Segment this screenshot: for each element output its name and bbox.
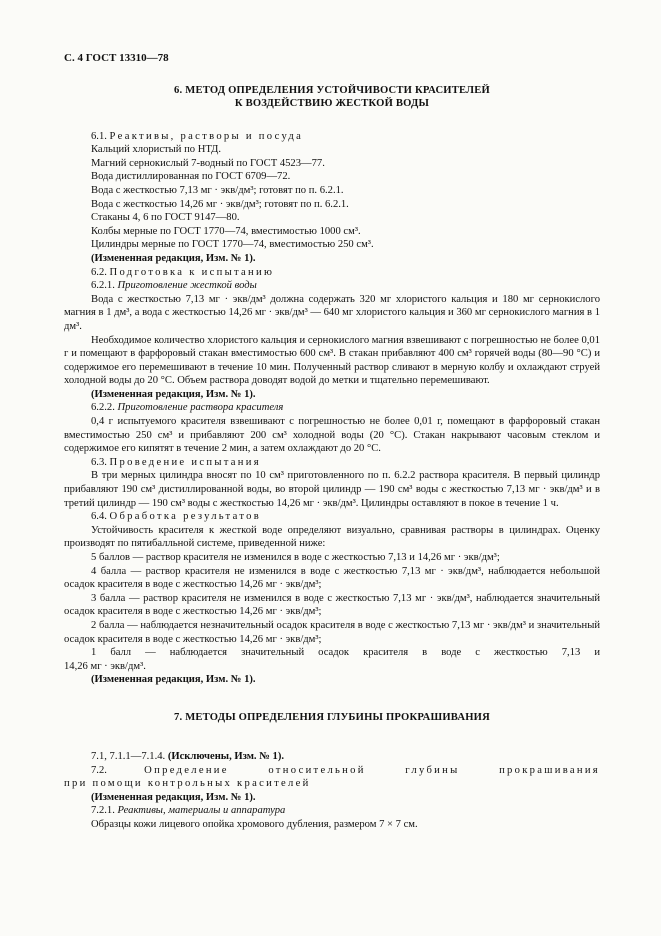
clause-6-2-2-text: 0,4 г испытуемого красителя взвешивают с погрешностью не более 0,01 г, помещают в фарфоровый стакан вместимостью 250 см³ и прибавляют 200 см³ холодной воды (20 °С). Стакан накрывают часовым стеклом и содержимое его кипятят в течение 2 мин, а затем охлаждают до 20 °С.: [64, 416, 600, 455]
clause-6-4-heading: 6.4. Обработка результатов: [91, 511, 262, 523]
clause-7-2-heading: 7.2. Определение относительной глубины прокрашивания: [91, 764, 600, 776]
clause-7-2-heading-line2: при помощи контрольных красителей: [64, 778, 311, 790]
clause-6-4-text: Устойчивость красителя к жесткой воде определяют визуально, сравнивая растворы в цилиндрах. Оценку производят по пятибалльной системе, приведенной ниже:: [64, 524, 600, 550]
clause-6-2-1-heading: 6.2.1. Приготовление жесткой воды: [91, 280, 257, 292]
revision-note: (Измененная редакция, Изм. № 1).: [91, 674, 256, 686]
list-item: Магний сернокислый 7-водный по ГОСТ 4523—77.: [91, 157, 325, 169]
page-header: С. 4 ГОСТ 13310—78: [64, 52, 169, 64]
clause-6-3-heading: 6.3. Проведение испытания: [91, 456, 261, 468]
section-6-title-line2: К ВОЗДЕЙСТВИЮ ЖЕСТКОЙ ВОДЫ: [234, 97, 430, 109]
revision-note: (Измененная редакция, Изм. № 1).: [91, 791, 256, 803]
section-7-title: 7. МЕТОДЫ ОПРЕДЕЛЕНИЯ ГЛУБИНЫ ПРОКРАШИВАНИЯ: [174, 711, 490, 723]
clause-7-2-1-text: Образцы кожи лицевого опойка хромового дубления, размером 7 × 7 см.: [91, 818, 418, 830]
list-item: Стаканы 4, 6 по ГОСТ 9147—80.: [91, 212, 240, 224]
score-item-1-line-a: 1 балл — наблюдается значительный осадок красителя в воде с жесткостью 7,13 и: [91, 647, 600, 659]
list-item: Кальций хлористый по НТД.: [91, 144, 222, 156]
clause-7-1: 7.1, 7.1.1—7.1.4. (Исключены, Изм. № 1).: [91, 750, 284, 762]
list-item: Вода с жесткостью 7,13 мг · экв/дм³; готовят по п. 6.2.1.: [91, 184, 344, 196]
score-item-1-line-b: 14,26 мг · экв/дм³.: [64, 660, 146, 672]
clause-6-3-text: В три мерных цилиндра вносят по 10 см³ приготовленного по п. 6.2.2 раствора красителя. В первый цилиндр прибавляют 190 см³ дистиллированной воды, во второй цилиндр — 190 см³ воды с жесткостью 7,13 мг · экв/дм³ и в третий цилиндр — 190 см³ воды с жесткостью 14,26 мг · экв/дм³. Цилиндры оставляют в покое в течение 1 ч.: [64, 470, 600, 509]
score-item: 5 баллов — раствор красителя не изменился в воде с жесткостью 7,13 и 14,26 мг · экв/дм³;: [91, 552, 500, 563]
clause-6-1-heading: 6.1. Реактивы, растворы и посуда: [91, 130, 304, 142]
section-6-title-line1: 6. МЕТОД ОПРЕДЕЛЕНИЯ УСТОЙЧИВОСТИ КРАСИТЕЛЕЙ: [174, 84, 490, 96]
clause-6-2-1-text-2: Необходимое количество хлористого кальция и сернокислого магния взвешивают с погрешностью не более 0,01 г и помещают в фарфоровый стакан вместимостью 600 см³. В стакан прибавляют 400 см³ горячей воды (80—90 °С) и содержимое его перемешивают в течение 10 мин. Полученный раствор сливают в мерную колбу и охлаждают струей холодной воды до 20 °С. Объем раствора доводят водой до метки и тщательно перемешивают.: [64, 334, 600, 387]
clause-7-2-1-heading: 7.2.1. Реактивы, материалы и аппаратура: [91, 805, 286, 817]
revision-note: (Измененная редакция, Изм. № 1).: [91, 388, 256, 400]
list-item: Вода с жесткостью 14,26 мг · экв/дм³; готовят по п. 6.2.1.: [91, 198, 349, 210]
score-item: 2 балла — наблюдается незначительный осадок красителя в воде с жесткостью 7,13 мг · экв/дм³ и значительный осадок красителя в воде с жесткостью 14,26 мг · экв/дм³;: [64, 619, 600, 645]
clause-6-2-heading: 6.2. Подготовка к испытанию: [91, 266, 275, 278]
section-6-title: [64, 84, 600, 110]
score-item: 4 балла — раствор красителя не изменился в воде с жесткостью 7,13 мг · экв/дм³, наблюдается небольшой осадок красителя в воде с жесткостью 14,26 мг · экв/дм³;: [64, 565, 600, 591]
clause-6-2-2-heading: 6.2.2. Приготовление раствора красителя: [91, 402, 284, 414]
list-item: Вода дистиллированная по ГОСТ 6709—72.: [91, 171, 291, 183]
list-item: Колбы мерные по ГОСТ 1770—74, вместимостью 1000 см³.: [91, 225, 361, 237]
revision-note: (Измененная редакция, Изм. № 1).: [91, 252, 256, 264]
clause-6-2-1-text-1: Вода с жесткостью 7,13 мг · экв/дм³ должна содержать 320 мг хлористого кальция и 180 мг сернокислого магния в 1 дм³, а вода с жесткостью 14,26 мг · экв/дм³ — 640 мг хлористого кальция и 360 мг сернокислого магния в 1 дм³.: [64, 293, 600, 332]
score-item: 3 балла — раствор красителя не изменился в воде с жесткостью 7,13 мг · экв/дм³, наблюдается значительный осадок красителя в воде с жесткостью 14,26 мг · экв/дм³;: [64, 592, 600, 618]
list-item: Цилиндры мерные по ГОСТ 1770—74, вместимостью 250 см³.: [91, 239, 374, 251]
document-page: [64, 52, 600, 832]
